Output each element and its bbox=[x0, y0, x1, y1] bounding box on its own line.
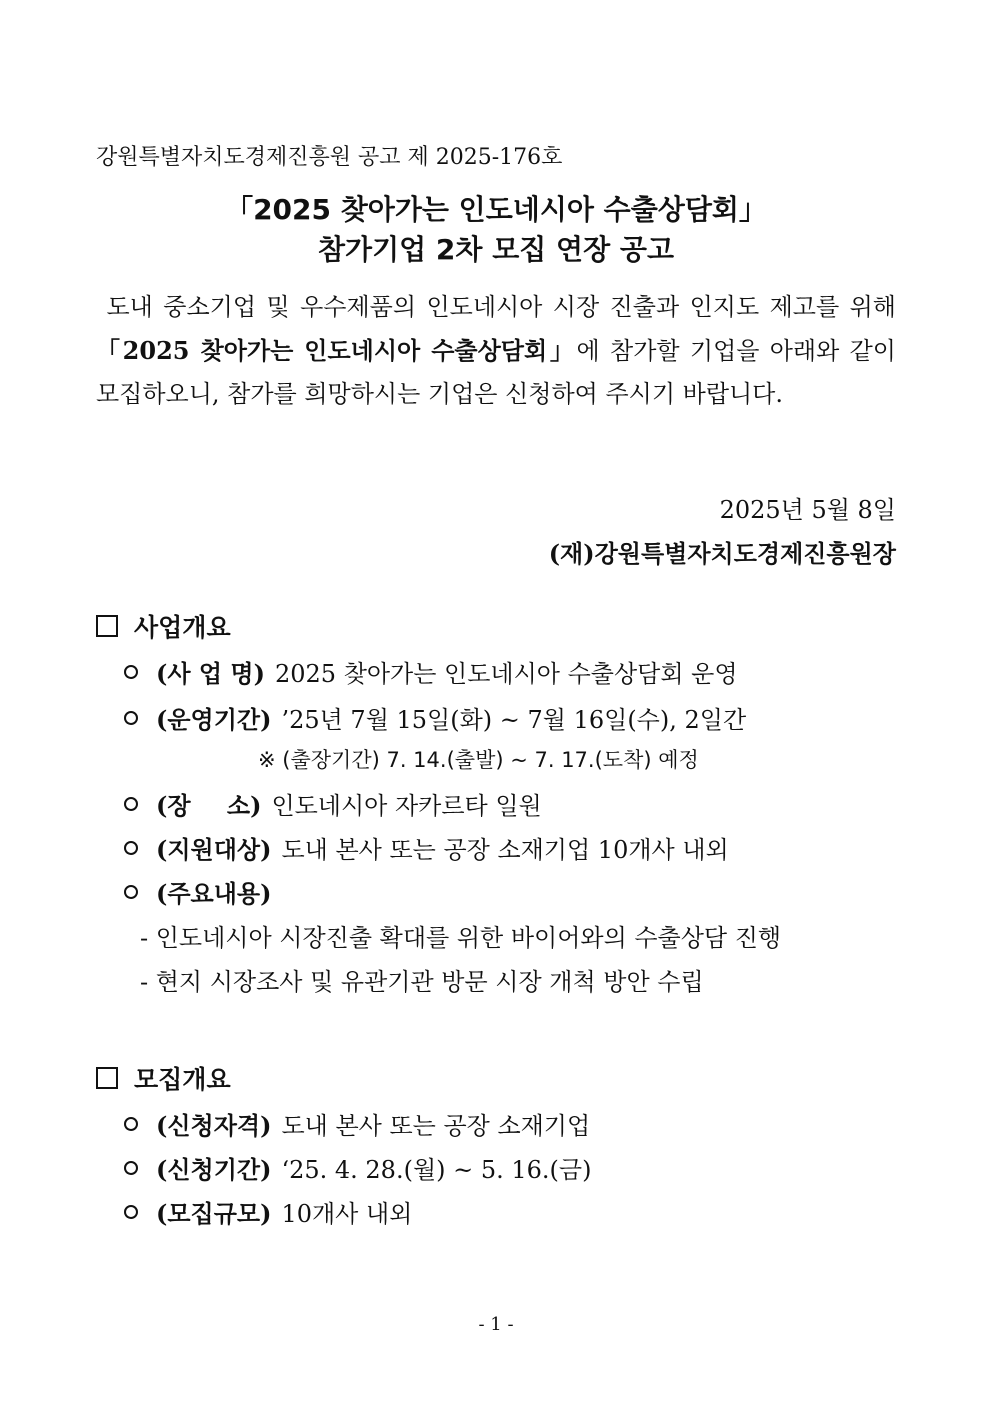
item-label: (주요내용) bbox=[156, 879, 272, 908]
item-value: ‘25. 4. 28.(월) ~ 5. 16.(금) bbox=[281, 1156, 592, 1184]
item-value: 도내 본사 또는 공장 소재기업 10개사 내외 bbox=[281, 836, 729, 864]
circle-bullet-icon bbox=[124, 1205, 138, 1219]
square-bullet-icon bbox=[96, 1067, 118, 1089]
section-title: 사업개요 bbox=[134, 613, 231, 642]
circle-bullet-icon bbox=[124, 885, 138, 899]
item-label: (모집규모) bbox=[156, 1199, 272, 1228]
list-item bbox=[124, 1194, 412, 1229]
item-value: 10개사 내외 bbox=[281, 1200, 413, 1228]
intro-after: 에 참가할 기업을 아래와 같이 모집하오니, 참가를 희망하시는 기업은 신청하여 주시기 바랍니다. bbox=[96, 337, 896, 408]
list-item bbox=[124, 700, 746, 735]
item-label: (운영기간) bbox=[156, 705, 272, 734]
title-line-1: 「2025 찾아가는 인도네시아 수출상담회」 bbox=[225, 193, 767, 226]
intro-paragraph bbox=[96, 286, 896, 416]
item-value: ’25년 7월 15일(화) ~ 7월 16일(수), 2일간 bbox=[281, 706, 747, 734]
notice-number: 강원특별자치도경제진흥원 공고 제 2025-176호 bbox=[96, 145, 563, 170]
circle-bullet-icon bbox=[124, 711, 138, 725]
intro-event-name: 「2025 찾아가는 인도네시아 수출상담회」 bbox=[96, 336, 577, 365]
item-label: (신청기간) bbox=[156, 1155, 272, 1184]
section-title: 모집개요 bbox=[134, 1065, 231, 1094]
item-label: (사 업 명) bbox=[156, 659, 265, 688]
item-value: 인도네시아 자카르타 일원 bbox=[271, 792, 542, 820]
page-number: - 1 - bbox=[478, 1314, 514, 1335]
detail-line: - 인도네시아 시장진출 확대를 위한 바이어와의 수출상담 진행 bbox=[140, 924, 782, 952]
circle-bullet-icon bbox=[124, 665, 138, 679]
issuer-name: (재)강원특별자치도경제진흥원장 bbox=[548, 539, 896, 568]
list-item bbox=[124, 1150, 591, 1185]
circle-bullet-icon bbox=[124, 841, 138, 855]
item-label: (지원대상) bbox=[156, 835, 272, 864]
item-value: 2025 찾아가는 인도네시아 수출상담회 운영 bbox=[274, 660, 738, 688]
circle-bullet-icon bbox=[124, 797, 138, 811]
title-line-2: 참가기업 2차 모집 연장 공고 bbox=[317, 233, 674, 266]
list-item bbox=[124, 1106, 590, 1141]
square-bullet-icon bbox=[96, 615, 118, 637]
detail-line: - 현지 시장조사 및 유관기관 방문 시장 개척 방안 수립 bbox=[140, 968, 704, 996]
item-label: (장 소) bbox=[156, 791, 262, 820]
intro-before: 도내 중소기업 및 우수제품의 인도네시아 시장 진출과 인지도 제고를 위해 bbox=[106, 293, 896, 321]
section-recruitment-overview bbox=[96, 1060, 231, 1096]
circle-bullet-icon bbox=[124, 1161, 138, 1175]
travel-period-note: ※ (출장기간) 7. 14.(출발) ~ 7. 17.(도착) 예정 bbox=[258, 748, 699, 772]
circle-bullet-icon bbox=[124, 1117, 138, 1131]
announcement-date: 2025년 5월 8일 bbox=[719, 496, 896, 524]
item-label: (신청자격) bbox=[156, 1111, 272, 1140]
list-item bbox=[124, 786, 542, 821]
list-item bbox=[124, 830, 729, 865]
list-item bbox=[124, 654, 738, 689]
section-business-overview bbox=[96, 608, 231, 644]
item-value: 도내 본사 또는 공장 소재기업 bbox=[281, 1112, 591, 1140]
list-item bbox=[124, 874, 281, 909]
